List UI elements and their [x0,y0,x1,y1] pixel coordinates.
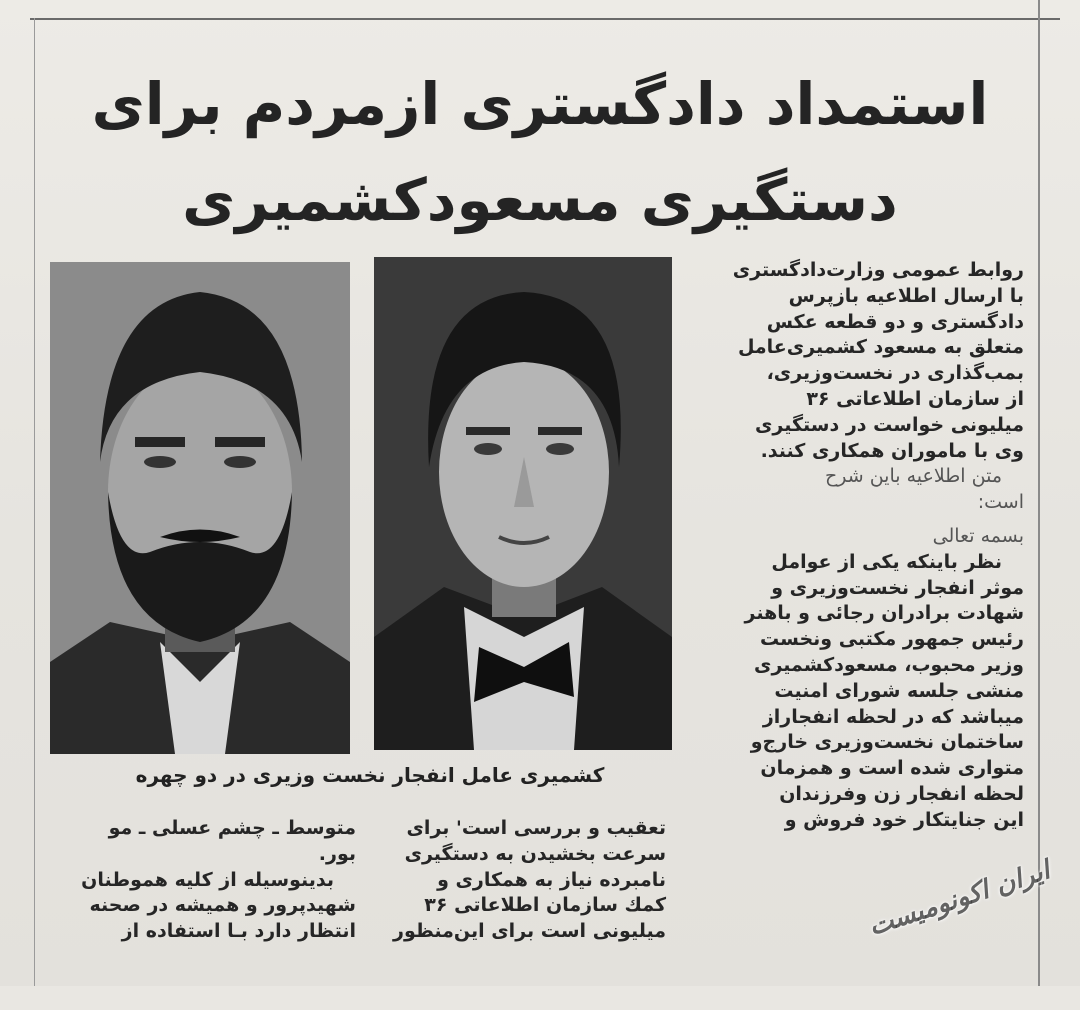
article-column-left [40,816,356,945]
headline-line-2: دستگیری مسعودکشمیری [182,166,898,234]
text-line: نامبرده نیاز به همکاری و [437,868,666,891]
text-line: ساختمان نخست‌وزیری خارج‌و [750,731,1024,754]
article-column-right [718,258,1024,834]
text-line: شهیدپرور و همیشه در صحنه [89,894,356,917]
right-rule [1038,0,1040,986]
text-line: کمك سازمان اطلاعاتی ۳۶ [424,894,666,917]
photo-bearded [50,262,350,754]
text-line: تعقیب و بررسی است' برای [406,817,666,839]
text-line: متواری شده است و همزمان [760,757,1024,780]
text-line: متن اطلاعیه باین شرح [825,465,1002,488]
text-line: متعلق به مسعود کشمیری‌عامل [737,336,1024,359]
text-line: دادگستری و دو قطعه عکس [766,310,1024,333]
text-line: شهادت برادران رجائی و باهنر [744,602,1024,625]
text-line: بمب‌گذاری در نخست‌وزیری، [766,362,1024,385]
text-line: سرعت بخشیدن به دستگیری [404,842,666,865]
text-line: بدینوسیله از کلیه هموطنان [81,868,334,891]
text-line: میباشد که در لحظه انفجاراز [762,705,1024,728]
text-line: است: [977,491,1024,514]
article-column-middle [378,816,666,945]
text-line: وزیر محبوب، مسعودکشمیری [754,653,1024,676]
top-rule [30,18,1060,20]
text-line: منشی جلسه شورای امنیت [774,679,1024,702]
text-line: با ارسال اطلاعیه بازپرس [788,284,1024,307]
left-rule [34,18,35,986]
watermark-logo: ایران اکونومیست [864,855,1054,943]
text-line: متوسط ـ چشم عسلی ـ مو [108,817,356,839]
photo-bowtie [374,257,672,750]
text-line: میلیونی خواست در دستگیری [755,413,1024,436]
text-line: روابط عمومی وزارت‌دادگستری [732,259,1024,281]
text-line: انتظار دارد بـا استفاده از [121,920,356,943]
text-line: این جنایتکار خود فروش و [784,808,1024,831]
text-line: وی با ماموران همکاری کنند. [760,439,1024,462]
text-line: نظر باینکه یکی از عوامل [771,550,1002,573]
text-line: رئیس جمهور مکتبی ونخست [760,628,1024,651]
text-line: لحظه انفجار زن وفرزندان [779,782,1024,805]
text-line: میلیونی است برای این‌منظور [393,920,666,943]
headline-line-1: استمداد دادگستری ازمردم برای [91,70,989,138]
text-line: موثر انفجار نخست‌وزیری و [771,576,1024,599]
text-line: بور. [318,842,356,865]
text-line: بسمه تعالی [932,524,1024,547]
photo-caption: کشمیری عامل انفجار نخست وزیری در دو چهره [135,763,605,787]
text-line: از سازمان اطلاعاتی ۳۶ [806,387,1024,410]
